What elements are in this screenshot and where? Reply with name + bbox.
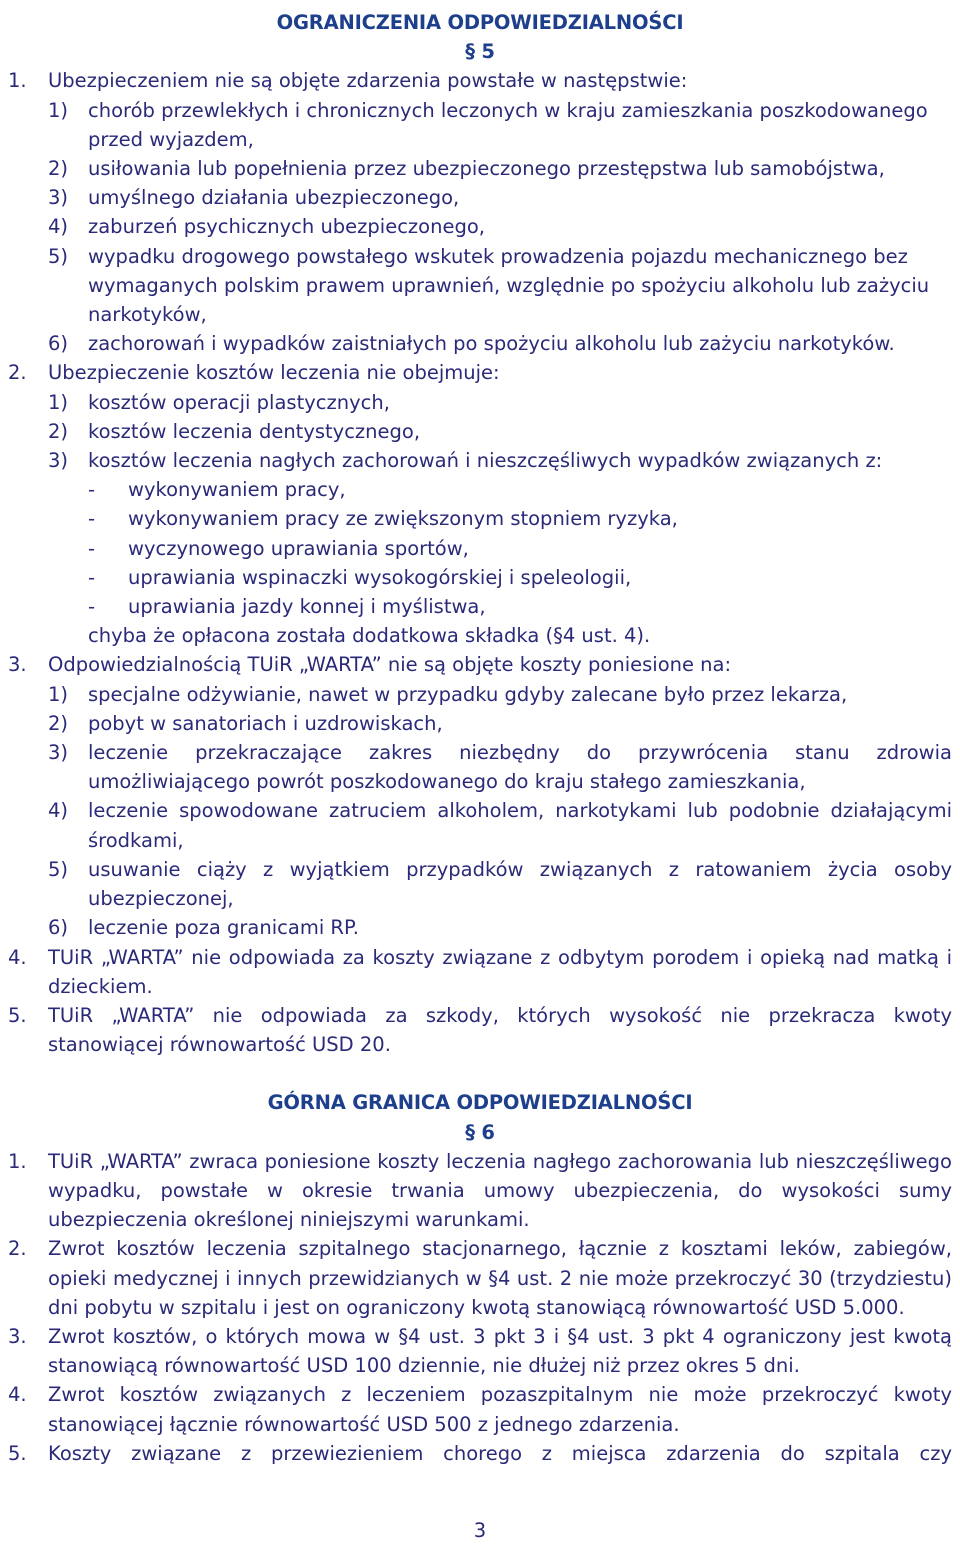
sub-list-item <box>8 329 952 358</box>
dash-marker: - <box>88 595 96 619</box>
dash-marker: - <box>88 507 96 531</box>
page-number: 3 <box>473 1519 487 1542</box>
sub-item-number: 4) <box>48 215 69 239</box>
item-number: 3. <box>8 1324 27 1348</box>
section-5-paragraph-mark: § 5 <box>465 40 495 64</box>
list-item <box>8 1147 952 1235</box>
sub-item-number: 6) <box>48 916 69 940</box>
dash-item-text: uprawiania jazdy konnej i myślistwa, <box>128 595 486 619</box>
sub-list-item <box>8 96 952 154</box>
sub-list-item <box>8 680 952 709</box>
sub-item-number: 1) <box>48 682 69 706</box>
item-number: 2. <box>8 1237 27 1261</box>
section-spacer <box>8 1059 952 1088</box>
item-text: TUiR „WARTA” zwraca poniesione koszty leczenia nagłego zachorowania lub nieszczęśliwego wypadku, powstałe w okresie trwania umowy ubezpieczenia, do wysokości sumy ubezpieczenia określonej niniejszymi warunkami. <box>48 1149 952 1232</box>
item-number: 1. <box>8 69 27 93</box>
item-number: 5. <box>8 1003 27 1027</box>
sub-list-item <box>8 242 952 330</box>
dash-list-item <box>8 563 952 592</box>
sub-list-item <box>8 417 952 446</box>
sub-list-item <box>8 388 952 417</box>
sub-item-text: zachorowań i wypadków zaistniałych po spożyciu alkoholu lub zażyciu narkotyków. <box>88 332 895 356</box>
sub-item-text: zaburzeń psychicznych ubezpieczonego, <box>88 215 485 239</box>
sub-item-number: 1) <box>48 390 69 414</box>
item-text: Zwrot kosztów leczenia szpitalnego stacjonarnego, łącznie z kosztami leków, zabiegów, opieki medycznej i innych przewidzianych w §4 ust. 2 nie może przekroczyć 30 (trzydziestu) dni pobytu w szpitalu i jest on ograniczony kwotą stanowiącą równowartość USD 5.000. <box>48 1237 952 1319</box>
sub-item-text: umyślnego działania ubezpieczonego, <box>88 186 460 210</box>
sub-item-number: 3) <box>48 449 69 473</box>
list-item <box>8 66 952 95</box>
sub-list-item <box>8 154 952 183</box>
sub-item-number: 1) <box>48 98 69 122</box>
sub-item-text: kosztów leczenia dentystycznego, <box>88 419 421 443</box>
item-number: 4. <box>8 945 27 969</box>
sub-item-text: leczenie poza granicami RP. <box>88 916 359 940</box>
sub-item-text: wypadku drogowego powstałego wskutek prowadzenia pojazdu mechanicznego bez wymaganych polskim prawem uprawnień, względnie po spożyciu alkoholu lub zażyciu narkotyków, <box>88 244 930 327</box>
sub-item-number: 4) <box>48 799 69 823</box>
item-text: Odpowiedzialnością TUiR „WARTA” nie są objęte koszty poniesione na: <box>48 653 732 677</box>
section-6-title: GÓRNA GRANICA ODPOWIEDZIALNOŚCI <box>267 1091 693 1115</box>
dash-item-text: wyczynowego uprawiania sportów, <box>128 536 469 560</box>
list-item <box>8 943 952 1001</box>
sub-item-number: 6) <box>48 332 69 356</box>
document-page <box>8 8 952 1468</box>
list-item <box>8 1439 952 1468</box>
sub-list-item <box>8 913 952 942</box>
dash-list-item <box>8 534 952 563</box>
sub-item-text: kosztów leczenia nagłych zachorowań i nieszczęśliwych wypadków związanych z: <box>88 449 883 473</box>
list-item <box>8 1001 952 1059</box>
item-number: 1. <box>8 1149 27 1173</box>
sub-item-number: 2) <box>48 157 69 181</box>
item-text: TUiR „WARTA” nie odpowiada za szkody, których wysokość nie przekracza kwoty stanowiącej równowartość USD 20. <box>48 1003 952 1057</box>
sub-item-text: usuwanie ciąży z wyjątkiem przypadków związanych z ratowaniem życia osoby ubezpieczonej, <box>88 857 952 911</box>
sub-item-text: pobyt w sanatoriach i uzdrowiskach, <box>88 711 443 735</box>
sub-list-item <box>8 855 952 913</box>
list-item <box>8 358 952 387</box>
section-6-paragraph-mark: § 6 <box>465 1120 495 1144</box>
item-number: 5. <box>8 1441 27 1465</box>
sub-item-text: kosztów operacji plastycznych, <box>88 390 390 414</box>
item-text: Ubezpieczenie kosztów leczenia nie obejmuje: <box>48 361 500 385</box>
sub-item-number: 3) <box>48 741 69 765</box>
sub-item-text: leczenie przekraczające zakres niezbędny do przywrócenia stanu zdrowia umożliwiającego powrót poszkodowanego do kraju stałego zamieszkania, <box>88 741 952 794</box>
item-text: Zwrot kosztów, o których mowa w §4 ust. 3 pkt 3 i §4 ust. 3 pkt 4 ograniczony jest kwotą stanowiącą równowartość USD 100 dziennie, nie dłużej niż przez okres 5 dni. <box>48 1324 952 1378</box>
item-text: Koszty związane z przewiezieniem chorego z miejsca zdarzenia do szpitala czy <box>48 1441 952 1465</box>
dash-list-item <box>8 504 952 533</box>
sub-list-item <box>8 212 952 241</box>
sub-item-number: 3) <box>48 186 69 210</box>
dash-item-text: wykonywaniem pracy, <box>128 478 346 502</box>
item-text: Ubezpieczeniem nie są objęte zdarzenia powstałe w następstwie: <box>48 69 688 93</box>
sub-item-number: 2) <box>48 419 69 443</box>
sub-item-text: leczenie spowodowane zatruciem alkoholem, narkotykami lub podobnie działającymi środkami, <box>88 799 952 852</box>
dash-list-item <box>8 475 952 504</box>
dash-item-text: uprawiania wspinaczki wysokogórskiej i speleologii, <box>128 565 632 589</box>
sub-list-item <box>8 738 952 796</box>
sub-item-text: usiłowania lub popełnienia przez ubezpieczonego przestępstwa lub samobójstwa, <box>88 157 885 181</box>
item-tail-text: chyba że opłacona została dodatkowa składka (§4 ust. 4). <box>88 624 651 648</box>
dash-list-item <box>8 592 952 621</box>
item-text: Zwrot kosztów związanych z leczeniem pozaszpitalnym nie może przekroczyć kwoty stanowiącej łącznie równowartość USD 500 z jednego zdarzenia. <box>48 1383 952 1436</box>
section-5-title: OGRANICZENIA ODPOWIEDZIALNOŚCI <box>276 11 684 34</box>
sub-item-number: 5) <box>48 244 69 268</box>
dash-marker: - <box>88 565 96 589</box>
sub-item-number: 5) <box>48 857 69 881</box>
item-text: TUiR „WARTA” nie odpowiada za koszty związane z odbytym porodem i opieką nad matką i dzieckiem. <box>48 945 952 998</box>
dash-marker: - <box>88 478 96 502</box>
dash-item-text: wykonywaniem pracy ze zwiększonym stopniem ryzyka, <box>128 507 678 531</box>
list-item <box>8 1380 952 1438</box>
list-item <box>8 650 952 679</box>
sub-list-item <box>8 446 952 475</box>
list-item <box>8 1234 952 1322</box>
item-number: 3. <box>8 653 27 677</box>
sub-list-item <box>8 183 952 212</box>
sub-list-item <box>8 796 952 854</box>
dash-marker: - <box>88 536 96 560</box>
sub-list-item <box>8 709 952 738</box>
sub-item-number: 2) <box>48 711 69 735</box>
sub-item-text: specjalne odżywianie, nawet w przypadku gdyby zalecane było przez lekarza, <box>88 682 848 706</box>
sub-item-text: chorób przewlekłych i chronicznych leczonych w kraju zamieszkania poszkodowanego przed wyjazdem, <box>88 98 928 151</box>
item-number: 2. <box>8 361 27 385</box>
list-item <box>8 1322 952 1380</box>
item-number: 4. <box>8 1383 27 1407</box>
